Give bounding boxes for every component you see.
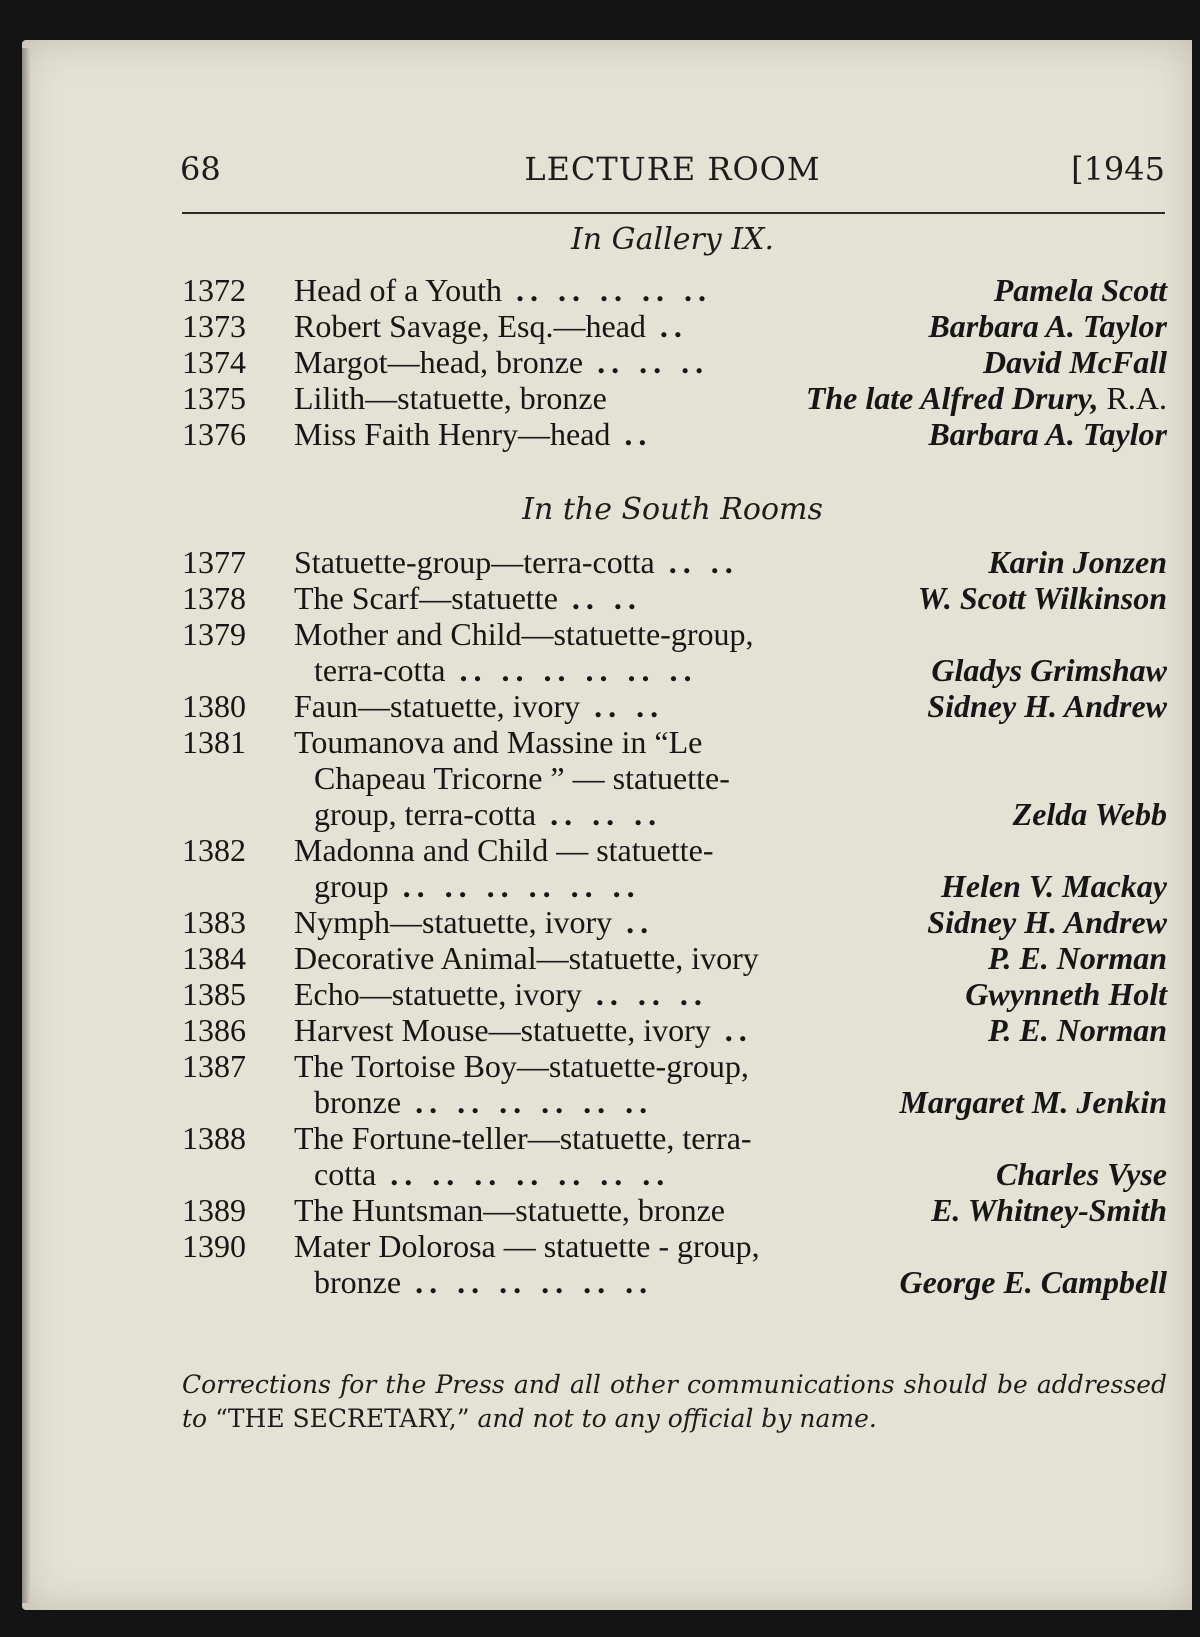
entry-description xyxy=(294,1012,753,1048)
page-number: 68 xyxy=(180,150,221,188)
entry-line xyxy=(182,904,1167,940)
entry-line xyxy=(182,616,1167,652)
entry-line xyxy=(182,940,1167,976)
south-rooms-entries xyxy=(182,544,1167,1300)
artist-text: Sidney H. Andrew xyxy=(927,688,1167,724)
header-rule xyxy=(182,212,1165,214)
artist-text: P. E. Norman xyxy=(987,1012,1167,1048)
entry-line xyxy=(182,976,1167,1012)
entry-description xyxy=(314,868,641,904)
entry-description xyxy=(294,344,709,380)
entry-line xyxy=(182,344,1167,380)
entry-number: 1386 xyxy=(182,1012,246,1048)
catalogue-entry xyxy=(182,580,1167,616)
entry-description xyxy=(294,416,652,452)
entry-line xyxy=(182,416,1167,452)
artist-text: Gwynneth Holt xyxy=(965,976,1167,1012)
entry-description xyxy=(294,1048,749,1084)
catalogue-entry xyxy=(182,904,1167,940)
artist-name xyxy=(994,272,1167,308)
entry-description xyxy=(294,616,753,652)
artist-text: Charles Vyse xyxy=(996,1156,1167,1192)
artist-name xyxy=(988,940,1167,976)
section-heading-south-rooms: In the South Rooms xyxy=(522,492,823,527)
artist-text: Gladys Grimshaw xyxy=(931,652,1167,688)
year-label: [1945 xyxy=(1071,150,1165,188)
catalogue-entry xyxy=(182,544,1167,580)
catalogue-entry xyxy=(182,380,1167,416)
entry-description xyxy=(314,1156,670,1192)
entry-description xyxy=(294,308,688,344)
artist-name xyxy=(1013,796,1167,832)
artist-name xyxy=(931,652,1167,688)
section-heading-gallery-ix: In Gallery IX. xyxy=(570,222,775,257)
leader-dots: .. .. .. xyxy=(595,976,708,1012)
page-edge xyxy=(22,48,30,1603)
leader-dots: .. .. .. .. .. .. .. xyxy=(390,1156,671,1192)
entry-title: The Tortoise Boy—statuette-group, xyxy=(294,1048,749,1084)
entry-title: group xyxy=(314,868,389,904)
entry-number: 1375 xyxy=(182,380,246,416)
catalogue-entry xyxy=(182,1012,1167,1048)
artist-text: The late Alfred Drury, xyxy=(805,380,1099,416)
catalogue-entry xyxy=(182,724,1167,832)
entry-description xyxy=(294,1228,760,1264)
entry-description xyxy=(294,580,642,616)
entry-line xyxy=(182,1156,1167,1192)
artist-text: Pamela Scott xyxy=(993,272,1167,308)
leader-dots: .. .. xyxy=(571,580,642,616)
artist-text: David McFall xyxy=(983,344,1167,380)
artist-text: Margaret M. Jenkin xyxy=(899,1084,1167,1120)
artist-name xyxy=(899,1084,1167,1120)
entry-title: Head of a Youth xyxy=(294,272,502,308)
entry-number: 1384 xyxy=(182,940,246,976)
entry-line xyxy=(182,380,1167,416)
leader-dots: .. .. .. .. .. .. xyxy=(415,1264,654,1300)
entry-title: The Scarf—statuette xyxy=(294,580,558,616)
press-corrections-note xyxy=(182,1368,1167,1436)
entry-number: 1377 xyxy=(182,544,246,580)
artist-name xyxy=(996,1156,1167,1192)
entry-title: Decorative Animal—statuette, ivory xyxy=(294,940,759,976)
entry-line xyxy=(182,1012,1167,1048)
running-header xyxy=(180,150,1165,194)
artist-name xyxy=(931,1192,1167,1228)
entry-line xyxy=(182,544,1167,580)
artist-name xyxy=(941,868,1167,904)
entry-line xyxy=(182,1228,1167,1264)
entry-title: bronze xyxy=(314,1264,402,1300)
entry-title: Miss Faith Henry—head xyxy=(294,416,611,452)
leader-dots: .. .. .. xyxy=(550,796,663,832)
entry-description xyxy=(294,1120,752,1156)
entry-line xyxy=(182,796,1167,832)
entry-title: Echo—statuette, ivory xyxy=(294,976,582,1012)
entry-description xyxy=(294,904,654,940)
artist-text: George E. Campbell xyxy=(899,1264,1167,1300)
entry-number: 1387 xyxy=(182,1048,246,1084)
entry-line xyxy=(182,724,1167,760)
entry-title: group, terra-cotta xyxy=(314,796,537,832)
entry-title: Mater Dolorosa — statuette - group, xyxy=(294,1228,760,1264)
artist-name xyxy=(927,688,1167,724)
entry-title: Mother and Child—statuette-group, xyxy=(294,616,754,652)
entry-line xyxy=(182,580,1167,616)
entry-line xyxy=(182,1264,1167,1300)
entry-description xyxy=(294,272,712,308)
artist-name xyxy=(899,1264,1167,1300)
entry-description xyxy=(294,832,713,868)
entry-line xyxy=(182,308,1167,344)
artist-text: P. E. Norman xyxy=(987,940,1167,976)
entry-title: Margot—head, bronze xyxy=(294,344,584,380)
leader-dots: .. .. .. .. .. .. xyxy=(415,1084,654,1120)
entry-line xyxy=(182,688,1167,724)
catalogue-entry xyxy=(182,1192,1167,1228)
entry-number: 1383 xyxy=(182,904,246,940)
entry-title: The Fortune-teller—statuette, terra- xyxy=(294,1120,752,1156)
entry-number: 1389 xyxy=(182,1192,246,1228)
artist-text: Sidney H. Andrew xyxy=(927,904,1167,940)
entry-number: 1380 xyxy=(182,688,246,724)
catalogue-entry xyxy=(182,832,1167,904)
artist-name xyxy=(983,344,1167,380)
catalogue-entry xyxy=(182,1120,1167,1192)
entry-description xyxy=(294,380,607,416)
artist-name xyxy=(928,416,1167,452)
entry-line xyxy=(182,1048,1167,1084)
catalogue-entry xyxy=(182,416,1167,452)
entry-title: Robert Savage, Esq.—head xyxy=(294,308,646,344)
entry-line xyxy=(182,760,1167,796)
artist-name xyxy=(988,1012,1167,1048)
entry-title: Madonna and Child — statuette- xyxy=(294,832,714,868)
entry-title: cotta xyxy=(314,1156,377,1192)
entry-number: 1372 xyxy=(182,272,246,308)
entry-title: bronze xyxy=(314,1084,402,1120)
entry-number: 1373 xyxy=(182,308,246,344)
entry-title: Lilith—statuette, bronze xyxy=(294,380,607,416)
entry-description xyxy=(294,976,708,1012)
entry-line xyxy=(182,868,1167,904)
entry-number: 1385 xyxy=(182,976,246,1012)
artist-name xyxy=(806,380,1167,416)
entry-description xyxy=(294,688,664,724)
entry-title: Harvest Mouse—statuette, ivory xyxy=(294,1012,711,1048)
entry-line xyxy=(182,1120,1167,1156)
artist-text: Zelda Webb xyxy=(1012,796,1167,832)
entry-number: 1374 xyxy=(182,344,246,380)
entry-line xyxy=(182,1084,1167,1120)
entry-number: 1388 xyxy=(182,1120,246,1156)
artist-text: E. Whitney-Smith xyxy=(931,1192,1167,1228)
artist-name xyxy=(988,544,1167,580)
entry-description xyxy=(294,1192,725,1228)
leader-dots: .. .. xyxy=(668,544,739,580)
entry-description xyxy=(314,1084,653,1120)
artist-name xyxy=(928,308,1167,344)
entry-number: 1378 xyxy=(182,580,246,616)
leader-dots: .. xyxy=(659,308,688,344)
note-start: Corrections for the Press and all other communications should be addressed to xyxy=(182,1370,1167,1433)
catalogue-entry xyxy=(182,616,1167,688)
artist-honour: R.A. xyxy=(1106,380,1167,416)
leader-dots: .. .. .. .. .. xyxy=(515,272,712,308)
artist-name xyxy=(918,580,1167,616)
entry-description xyxy=(314,652,697,688)
leader-dots: .. .. .. .. .. .. xyxy=(459,652,698,688)
entry-number: 1379 xyxy=(182,616,246,652)
entry-title: Faun—statuette, ivory xyxy=(294,688,581,724)
artist-name xyxy=(927,904,1167,940)
leader-dots: .. .. xyxy=(594,688,665,724)
entry-line xyxy=(182,832,1167,868)
entry-line xyxy=(182,272,1167,308)
note-secretary: “THE SECRETARY,” xyxy=(215,1404,470,1433)
entry-title: terra-cotta xyxy=(314,652,446,688)
entry-line xyxy=(182,1192,1167,1228)
entry-line xyxy=(182,652,1167,688)
leader-dots: .. xyxy=(624,416,653,452)
entry-number: 1390 xyxy=(182,1228,246,1264)
entry-description xyxy=(314,1264,653,1300)
catalogue-entry xyxy=(182,344,1167,380)
page-title: LECTURE ROOM xyxy=(524,150,821,188)
catalogue-entry xyxy=(182,272,1167,308)
artist-text: Helen V. Mackay xyxy=(940,868,1167,904)
catalogue-entry xyxy=(182,976,1167,1012)
catalogue-entry xyxy=(182,688,1167,724)
entry-title: Nymph—statuette, ivory xyxy=(294,904,613,940)
entry-description xyxy=(294,940,759,976)
artist-text: Barbara A. Taylor xyxy=(928,416,1167,452)
catalogue-entry xyxy=(182,1228,1167,1300)
artist-name xyxy=(965,976,1167,1012)
entry-title: The Huntsman—statuette, bronze xyxy=(294,1192,725,1228)
entry-number: 1381 xyxy=(182,724,246,760)
entry-number: 1376 xyxy=(182,416,246,452)
gallery-ix-entries xyxy=(182,272,1167,452)
entry-title: Chapeau Tricorne ” — statuette- xyxy=(314,760,730,796)
note-end: and not to any official by name. xyxy=(477,1404,877,1433)
artist-text: Karin Jonzen xyxy=(988,544,1167,580)
artist-text: W. Scott Wilkinson xyxy=(917,580,1167,616)
entry-title: Toumanova and Massine in “Le xyxy=(294,724,703,760)
leader-dots: .. xyxy=(724,1012,753,1048)
catalogue-entry xyxy=(182,1048,1167,1120)
catalogue-entry xyxy=(182,940,1167,976)
entry-description xyxy=(294,544,739,580)
entry-description xyxy=(294,724,702,760)
leader-dots: .. xyxy=(626,904,655,940)
artist-text: Barbara A. Taylor xyxy=(928,308,1167,344)
entry-description xyxy=(314,796,662,832)
entry-number: 1382 xyxy=(182,832,246,868)
entry-title: Statuette-group—terra-cotta xyxy=(294,544,655,580)
leader-dots: .. .. .. xyxy=(597,344,710,380)
entry-description xyxy=(314,760,730,796)
catalogue-entry xyxy=(182,308,1167,344)
leader-dots: .. .. .. .. .. .. xyxy=(402,868,641,904)
